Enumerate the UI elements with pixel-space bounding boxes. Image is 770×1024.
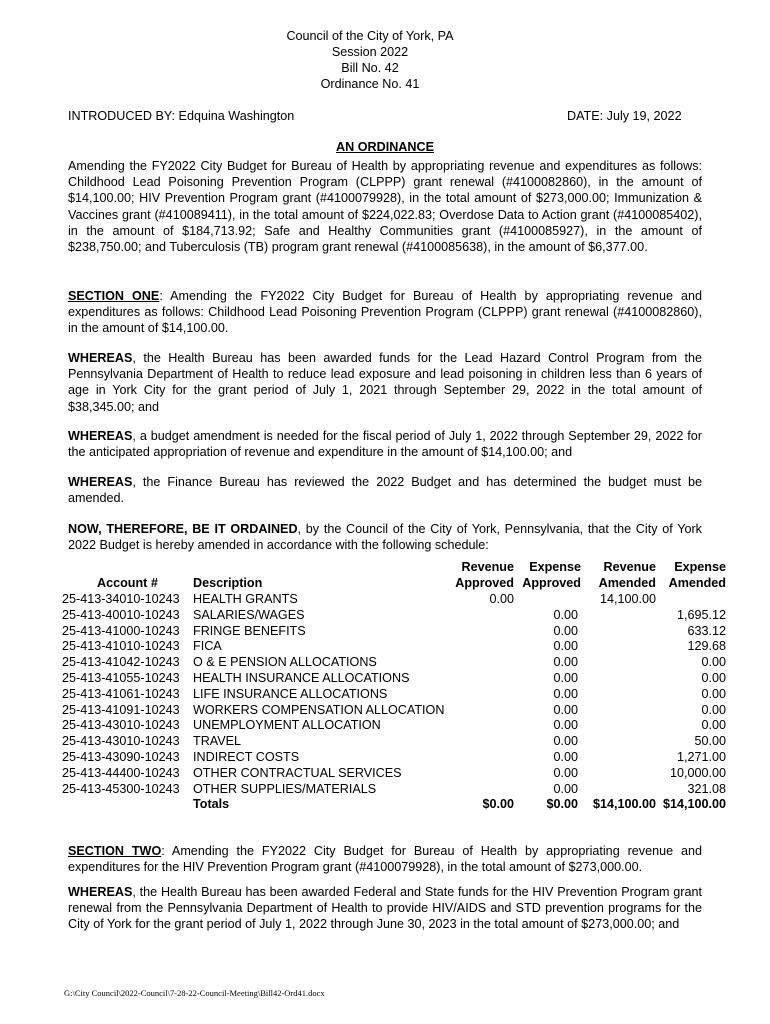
table-row: [0, 686, 770, 702]
council-name: Council of the City of York, PA: [286, 29, 454, 43]
ordinance-title: AN ORDINANCE: [336, 140, 434, 154]
expense-amended-cell: 1,695.12: [676, 607, 726, 622]
totals-expense-approved: $0.00: [546, 797, 578, 811]
session: Session 2022: [331, 45, 409, 59]
account-cell: 25-413-41055-10243: [62, 671, 180, 685]
section-two-heading: SECTION TWO: [68, 844, 162, 858]
totals-label: Totals: [193, 797, 230, 811]
header-expense-amended: Expense Amended: [668, 560, 726, 590]
expense-amended-cell: 1,271.00: [676, 750, 726, 764]
table-row: [0, 638, 770, 654]
expense-approved-cell: 0.00: [553, 686, 578, 701]
expense-approved-cell: 0.00: [553, 702, 578, 717]
totals-revenue-approved: $0.00: [482, 797, 514, 811]
header-account: Account #: [97, 576, 158, 590]
expense-approved-cell: 0.00: [553, 750, 578, 764]
account-cell: 25-413-41010-10243: [62, 639, 180, 654]
account-cell: 25-413-40010-10243: [62, 607, 180, 622]
expense-approved-cell: 0.00: [553, 639, 578, 654]
whereas-text: , the Health Bureau has been awarded Federal and State funds for the HIV Prevention Program grant renewal from the Pennsylvania Department of Health to provide HIV/AIDS and STD prevention programs for the City of York for the grant period of July 1, 2022 through June 30, 2023 in the total amount of $273,000.00; and: [68, 885, 702, 932]
document-header: [0, 28, 740, 92]
expense-amended-cell: 0.00: [701, 671, 726, 685]
header-revenue-amended: Revenue Amended: [598, 560, 656, 590]
ordinance-number: Ordinance No. 41: [320, 77, 420, 91]
totals-expense-amended: $14,100.00: [662, 797, 726, 811]
header-revenue-approved: Revenue Approved: [455, 560, 514, 590]
table-row: [0, 654, 770, 670]
description-cell: FICA: [193, 639, 222, 654]
description-cell: O & E PENSION ALLOCATIONS: [193, 655, 377, 670]
account-cell: 25-413-41091-10243: [62, 702, 180, 717]
expense-approved-cell: 0.00: [553, 781, 578, 796]
account-cell: 25-413-43090-10243: [62, 750, 180, 764]
description-cell: OTHER CONTRACTUAL SERVICES: [193, 765, 402, 780]
description-cell: LIFE INSURANCE ALLOCATIONS: [193, 686, 388, 701]
now-therefore-paragraph: [68, 521, 702, 553]
table-row: [0, 733, 770, 749]
whereas-text: , the Finance Bureau has reviewed the 2022 Budget and has determined the budget must be amended.: [68, 475, 702, 506]
whereas-text: , the Health Bureau has been awarded funds for the Lead Hazard Control Program from the Pennsylvania Department of Health to reduce lead exposure and lead poisoning in children less than 6 years of age in York City for the grant period of July 1, 2021 through September 29, 2022 in the total amount of $38,345.00; and: [68, 351, 702, 414]
whereas-lead: WHEREAS: [68, 475, 133, 489]
section-two-paragraph: [68, 843, 702, 875]
expense-approved-cell: 0.00: [553, 765, 578, 780]
revenue-approved-cell: 0.00: [489, 592, 514, 606]
table-row: [0, 765, 770, 781]
account-cell: 25-413-34010-10243: [62, 592, 180, 606]
expense-amended-cell: 633.12: [687, 623, 726, 638]
description-cell: HEALTH GRANTS: [193, 592, 298, 606]
now-therefore-lead: NOW, THEREFORE, BE IT ORDAINED: [68, 522, 298, 536]
expense-approved-cell: 0.00: [553, 734, 578, 749]
expense-amended-cell: 0.00: [701, 718, 726, 733]
table-row: [0, 717, 770, 733]
expense-amended-cell: 0.00: [701, 686, 726, 701]
table-row: [0, 607, 770, 623]
table-row: [0, 781, 770, 797]
whereas-lead: WHEREAS: [68, 429, 133, 443]
account-cell: 25-413-45300-10243: [62, 781, 180, 796]
expense-approved-cell: 0.00: [553, 671, 578, 685]
account-cell: 25-413-43010-10243: [62, 718, 180, 733]
account-cell: 25-413-41042-10243: [62, 655, 180, 670]
header-expense-approved: Expense Approved: [522, 560, 581, 590]
description-cell: SALARIES/WAGES: [193, 607, 305, 622]
intro-paragraph: Amending the FY2022 City Budget for Bureau of Health by appropriating revenue and expenditures as follows: Childhood Lead Poisoning Prevention Program (CLPPP) grant renewal (#4100082860), in the amount of $14,100.00; HIV Prevention Program grant (#4100079928), in the total amount of $273,000.00; Immunization & Vaccines grant (#410089411), in the total amount of $224,022.83; Overdose Data to Action grant (#4100085402), in the amount of $184,713.92; Safe and Healthy Communities grant (#4100085927), in the amount of $238,750.00; and Tuberculosis (TB) program grant renewal (#4100085638), in the amount of $6,377.00.: [68, 159, 702, 255]
table-row: [0, 623, 770, 639]
expense-amended-cell: 10,000.00: [669, 765, 726, 780]
whereas-paragraph-1: [68, 350, 702, 415]
whereas-paragraph-2: [68, 428, 702, 460]
section-two-text: : Amending the FY2022 City Budget for Bureau of Health by appropriating revenue and expenditures for the HIV Prevention Program grant (#4100079928), in the total amount of $273,000.00.: [68, 844, 702, 875]
totals-row: [0, 796, 770, 812]
expense-amended-cell: 50.00: [694, 734, 726, 749]
revenue-amended-cell: 14,100.00: [599, 592, 656, 606]
expense-amended-cell: 0.00: [701, 702, 726, 717]
expense-approved-cell: 0.00: [553, 655, 578, 670]
section-one-paragraph: [68, 288, 702, 337]
date: DATE: July 19, 2022: [567, 109, 682, 123]
description-cell: HEALTH INSURANCE ALLOCATIONS: [193, 671, 410, 685]
table-row: [0, 702, 770, 718]
table-row: [0, 749, 770, 765]
expense-amended-cell: 321.08: [687, 781, 726, 796]
expense-amended-cell: 129.68: [687, 639, 726, 654]
table-row: [0, 591, 770, 607]
description-cell: UNEMPLOYMENT ALLOCATION: [193, 718, 381, 733]
section-one-heading: SECTION ONE: [68, 289, 160, 303]
description-cell: INDIRECT COSTS: [193, 750, 300, 764]
whereas-text: , a budget amendment is needed for the fiscal period of July 1, 2022 through September 29, 2022 for the anticipated appropriation of revenue and expenditure in the amount of $14,100.00; and: [68, 429, 702, 460]
expense-approved-cell: 0.00: [553, 607, 578, 622]
footer-file-path: G:\City Council\2022-Council\7-28-22-Council-Meeting\Bill42-Ord41.docx: [64, 988, 325, 998]
whereas-paragraph-4: [68, 884, 702, 933]
whereas-lead: WHEREAS: [68, 351, 133, 365]
account-cell: 25-413-43010-10243: [62, 734, 180, 749]
account-cell: 25-413-44400-10243: [62, 765, 180, 780]
account-cell: 25-413-41000-10243: [62, 623, 180, 638]
bill-number: Bill No. 42: [341, 61, 399, 75]
expense-approved-cell: 0.00: [553, 718, 578, 733]
now-therefore-text: , by the Council of the City of York, Pennsylvania, that the City of York 2022 Budget is hereby amended in accordance with the following schedule:: [68, 522, 702, 553]
whereas-paragraph-3: [68, 474, 702, 506]
introduced-by: INTRODUCED BY: Edquina Washington: [68, 109, 295, 123]
description-cell: OTHER SUPPLIES/MATERIALS: [193, 781, 377, 796]
account-cell: 25-413-41061-10243: [62, 686, 180, 701]
section-one-text: : Amending the FY2022 City Budget for Bureau of Health by appropriating revenue and expenditures as follows: Childhood Lead Poisoning Prevention Program (CLPPP) grant renewal (#4100082860), in the amount of $14,100.00.: [68, 289, 702, 336]
whereas-lead: WHEREAS: [68, 885, 133, 899]
header-description: Description: [193, 576, 263, 590]
description-cell: TRAVEL: [193, 734, 242, 749]
expense-amended-cell: 0.00: [701, 655, 726, 670]
description-cell: WORKERS COMPENSATION ALLOCATION: [193, 702, 445, 717]
expense-approved-cell: 0.00: [553, 623, 578, 638]
description-cell: FRINGE BENEFITS: [193, 623, 306, 638]
table-row: [0, 670, 770, 686]
totals-revenue-amended: $14,100.00: [592, 797, 656, 811]
